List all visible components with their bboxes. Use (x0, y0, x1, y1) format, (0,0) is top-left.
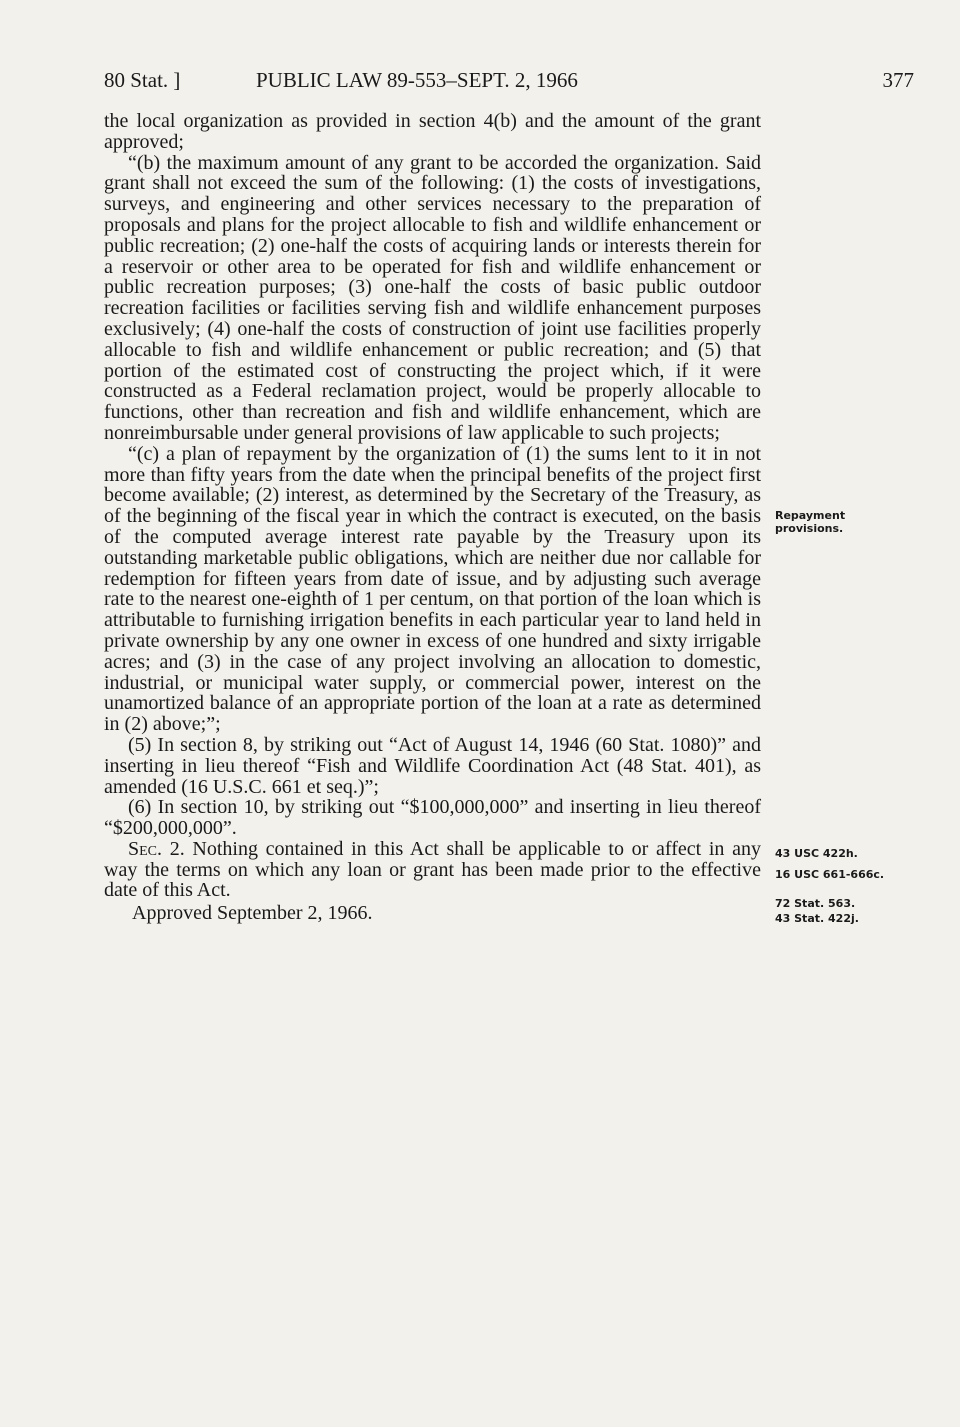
body-text (104, 111, 761, 924)
paragraph-c: “(c) a plan of repayment by the organization of (1) the sums lent to it in not more than fifty years from the date when the principal benefits of the project first become available; (2) interest, as determined by the Secretary of the Treasury, as of the beginning of the fiscal year in which the contract is executed, on the basis of the computed average interest rate payable by the Treasury upon its outstanding marketable public obligations, which are neither due nor callable for redemption for fifteen years from date of issue, and by adjusting such average rate to the nearest one-eighth of 1 per centum, on that portion of the loan which is attributable to furnishing irrigation benefits in each particular year to land held in private ownership by any one owner in excess of one hundred and sixty irrigable acres; and (3) in the case of any project involving an allocation to domestic, industrial, or municipal water supply, or commercial power, interest on the unamortized balance of an appropriate portion of the loan at a rate as determined in (2) above;”; (104, 442, 761, 736)
margin-note-16-usc-661: 16 USC 661-666c. (775, 868, 885, 881)
page-number: 377 (882, 68, 914, 92)
page-title: PUBLIC LAW 89-553–SEPT. 2, 1966 (256, 68, 578, 92)
margin-note-72-stat-563: 72 Stat. 563. (775, 897, 856, 910)
paragraph-b: “(b) the maximum amount of any grant to be accorded the organization. Said grant shall not exceed the sum of the following: (1) the costs of investigations, surveys, and engineering and other services necessary to the preparation of proposals and plans for the project allocable to fish and wildlife enhancement or public recreation; (2) one-half the costs of acquiring lands or interests therein for a reservoir or other area to be operated for fish and wildlife enhancement or public recreation purposes; (3) one-half the costs of basic public outdoor recreation facilities or facilities serving fish and wildlife enhancement purposes exclusively; (4) one-half the costs of construction of joint use facilities properly allocable to fish and wildlife enhancement or public recreation; and (5) that portion of the estimated cost of constructing the project which, if it were constructed as a Federal reclamation project, would be properly allocable to functions, other than recreation and fish and wildlife enhancement, which are nonreimbursable under general provisions of law applicable to such projects; (104, 151, 761, 444)
section-2-label: Sec. 2. (128, 837, 185, 860)
statute-citation: 80 Stat. ] (104, 68, 181, 92)
margin-note-43-stat-422j: 43 Stat. 422j. (775, 912, 859, 925)
margin-note-43-usc-422h: 43 USC 422h. (775, 847, 858, 860)
paragraph-5: (5) In section 8, by striking out “Act of August 14, 1946 (60 Stat. 1080)” and inserting in lieu thereof “Fish and Wildlife Coordination Act (48 Stat. 401), as amended (16 U.S.C. 661 et seq.)”; (104, 733, 761, 798)
section-2-text: Nothing contained in this Act shall be applicable to or affect in any way the terms on which any loan or grant has been made prior to the effective date of this Act. (104, 837, 761, 902)
paragraph-6: (6) In section 10, by striking out “$100,000,000” and inserting in lieu thereof “$200,000,000”. (104, 796, 761, 840)
section-2 (104, 839, 761, 901)
paragraph-continuation: the local organization as provided in section 4(b) and the amount of the grant approved; (104, 110, 761, 153)
running-header (104, 68, 914, 98)
margin-note-repayment: Repayment provisions. (775, 509, 846, 535)
approval-line: Approved September 2, 1966. (132, 902, 373, 925)
